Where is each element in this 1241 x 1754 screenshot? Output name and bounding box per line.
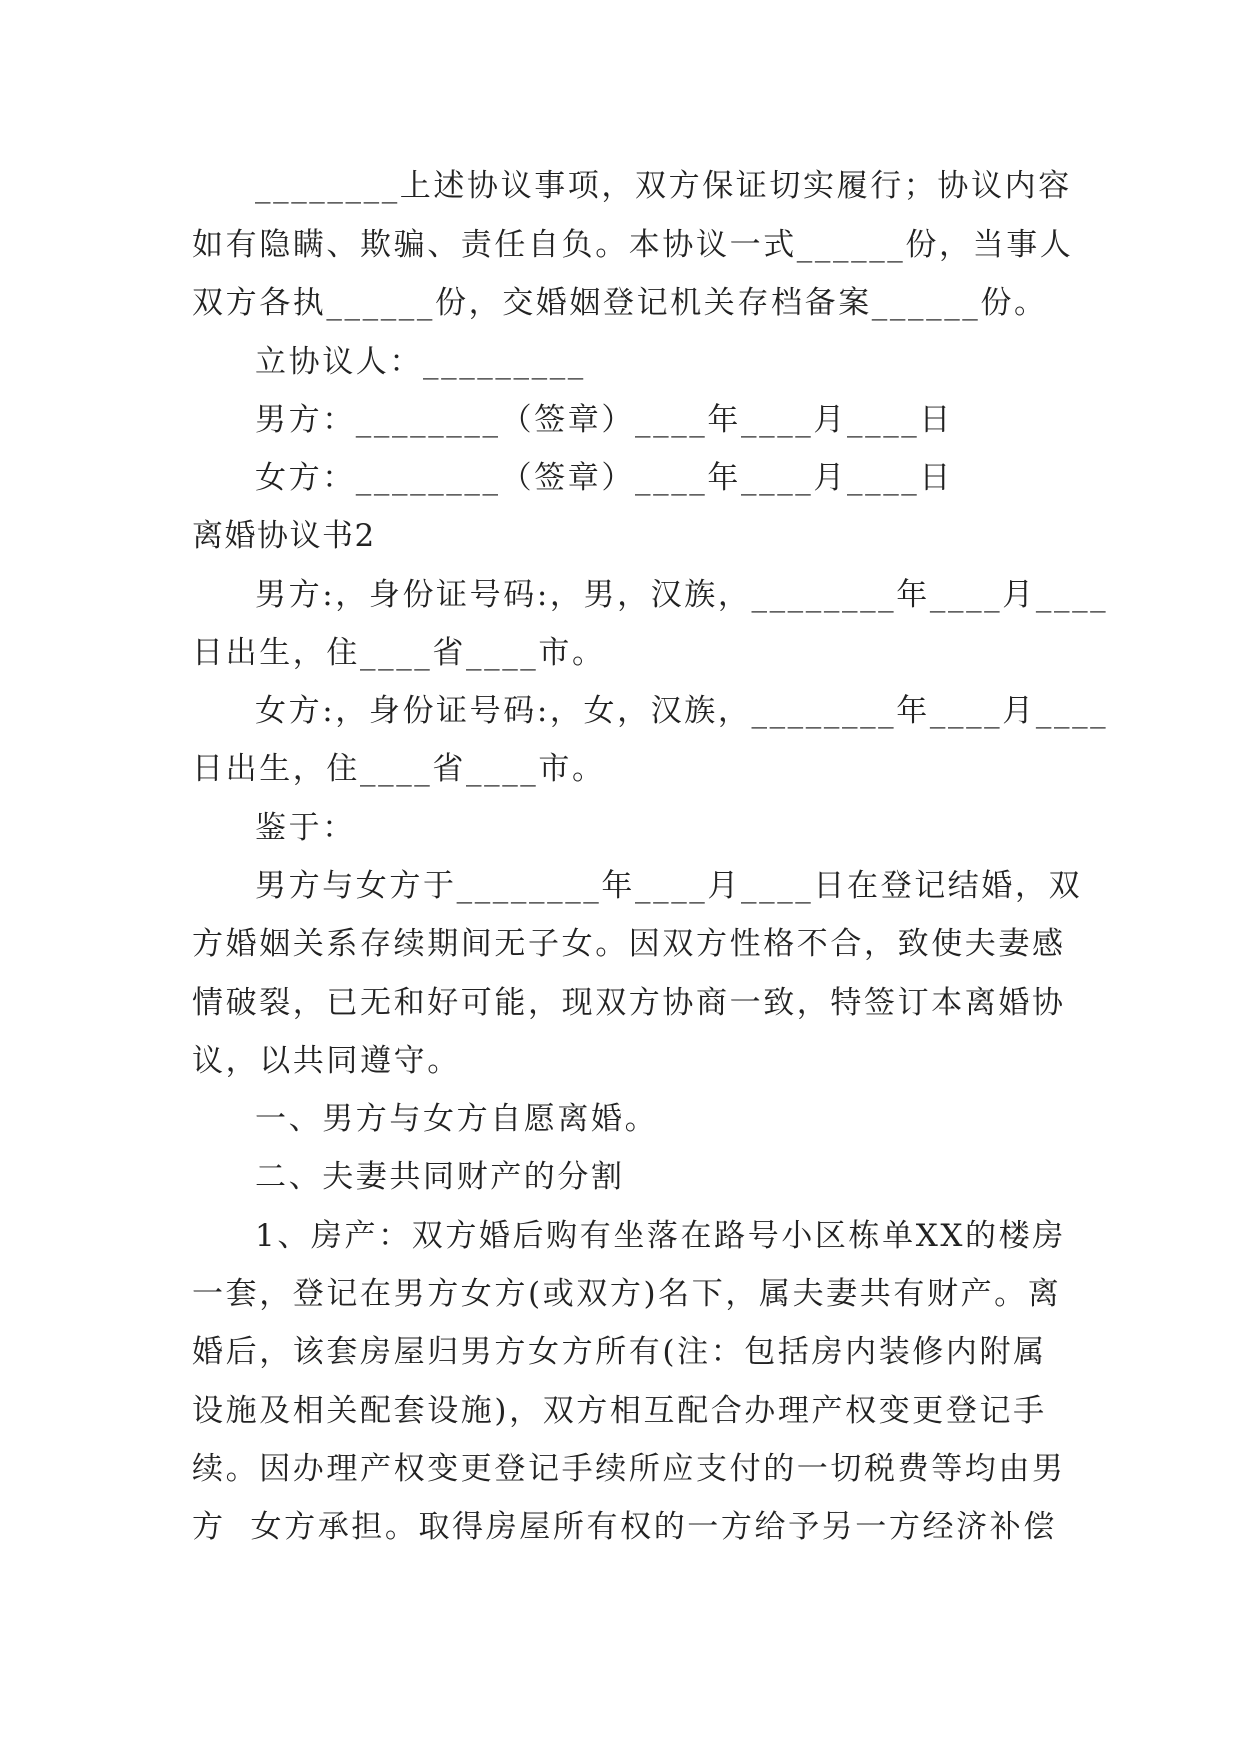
paragraph-line: 双方各执______份，交婚姻登记机关存档备案______份。 — [192, 285, 1048, 321]
paragraph-line: 情破裂，已无和好可能，现双方协商一致，特签订本离婚协 — [192, 985, 1066, 1021]
paragraph-line: 设施及相关配套设施)，双方相互配合办理产权变更登记手 — [192, 1393, 1047, 1429]
paragraph-line: 男方与女方于________年____月____日在登记结婚，双 — [255, 868, 1083, 904]
paragraph-line: 二、夫妻共同财产的分割 — [255, 1159, 625, 1195]
paragraph-line: 一、男方与女方自愿离婚。 — [255, 1101, 659, 1137]
paragraph-line: 日出生，住____省____市。 — [192, 635, 606, 671]
paragraph-line: 如有隐瞒、欺骗、责任自负。本协议一式______份，当事人 — [192, 227, 1074, 263]
paragraph-line: 续。因办理产权变更登记手续所应支付的一切税费等均由男 — [192, 1451, 1066, 1487]
paragraph-line: ________上述协议事项，双方保证切实履行；协议内容 — [255, 168, 1072, 204]
signature-line-female: 女方：________（签章）____年____月____日 — [255, 460, 953, 496]
paragraph-line: 男方:，身份证号码:，男，汉族，________年____月____ — [255, 577, 1109, 613]
paragraph-line: 1、房产：双方婚后购有坐落在路号小区栋单XX的楼房 — [255, 1218, 1066, 1254]
paragraph-line: 一套，登记在男方女方(或双方)名下，属夫妻共有财产。离 — [192, 1276, 1062, 1312]
signatory-line: 立协议人：_________ — [255, 344, 586, 380]
paragraph-line: 议，以共同遵守。 — [192, 1043, 461, 1079]
paragraph-line: 日出生，住____省____市。 — [192, 751, 606, 787]
paragraph-line: 方 女方承担。取得房屋所有权的一方给予另一方经济补偿 — [192, 1509, 1057, 1545]
section-heading: 离婚协议书2 — [192, 518, 376, 554]
paragraph-line: 女方:，身份证号码:，女，汉族，________年____月____ — [255, 693, 1109, 729]
signature-line-male: 男方：________（签章）____年____月____日 — [255, 402, 953, 438]
paragraph-line: 鉴于： — [255, 810, 356, 846]
paragraph-line: 婚后，该套房屋归男方女方所有(注：包括房内装修内附属 — [192, 1334, 1047, 1370]
paragraph-line: 方婚姻关系存续期间无子女。因双方性格不合，致使夫妻感 — [192, 926, 1066, 962]
